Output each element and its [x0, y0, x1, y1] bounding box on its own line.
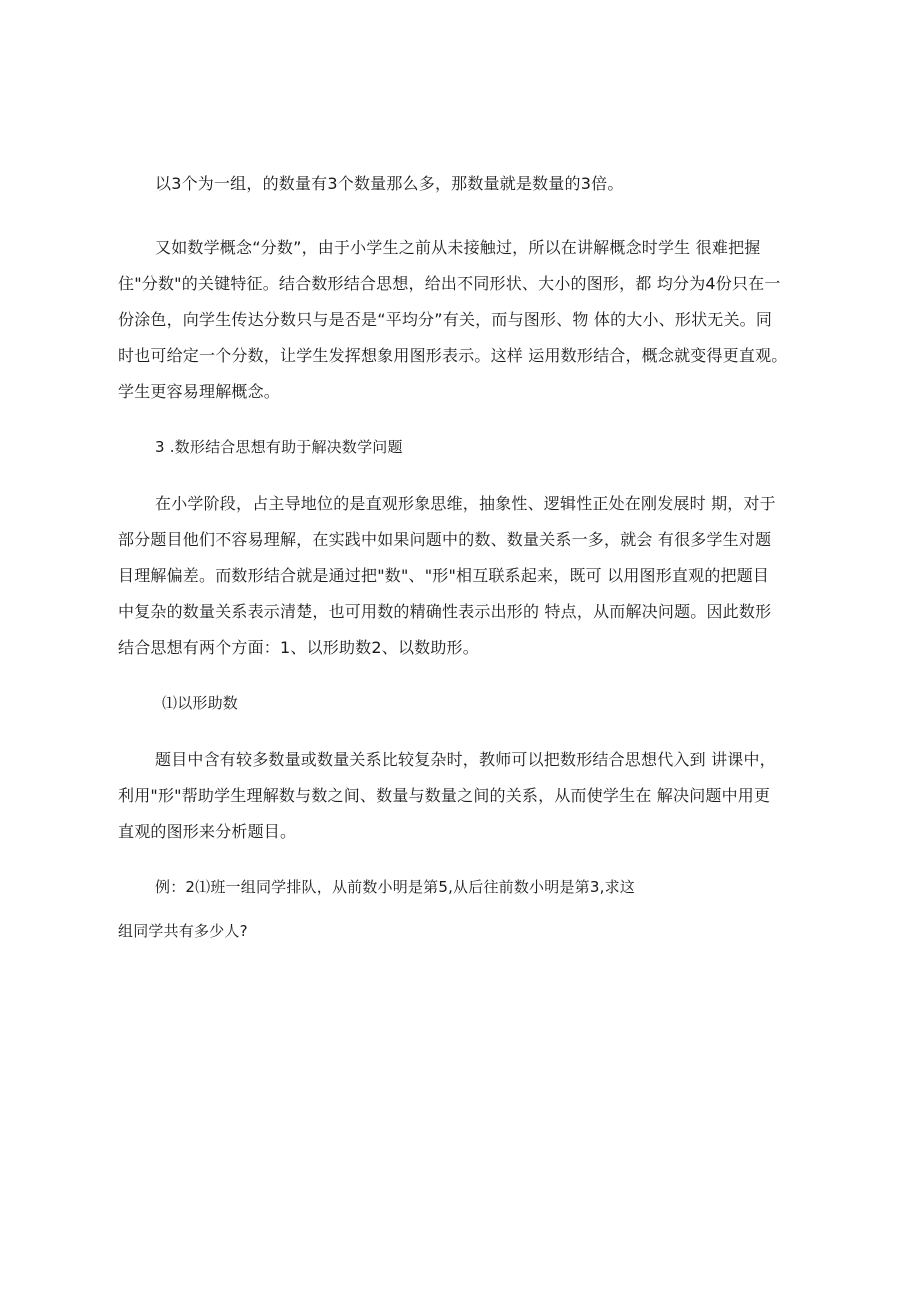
paragraph-line-9: 目理解偏差。而数形结合就是通过把"数"、"形"相互联系起来，既可 以用图形直观的把题目: [118, 566, 770, 585]
paragraph-line-5: 时也可给定一个分数，让学生发挥想象用图形表示。这样 运用数形结合，概念就变得更直观。: [118, 346, 788, 365]
paragraph-line-13: 利用"形"帮助学生理解数与数之间、数量与数量之间的关系，从而使学生在 解决问题中用更: [118, 786, 771, 805]
paragraph-line-11: 结合思想有两个方面：1、以形助数2、以数助形。: [118, 638, 479, 657]
paragraph-line-8: 部分题目他们不容易理解，在实践中如果问题中的数、数量关系一多，就会 有很多学生对题: [118, 530, 772, 549]
paragraph-line-10: 中复杂的数量关系表示清楚，也可用数的精确性表示出形的 特点，从而解决问题。因此数形: [118, 602, 772, 621]
paragraph-line-3: 住"分数"的关键特征。结合数形结合思想，给出不同形状、大小的图形，都 均分为4份只在一: [118, 274, 781, 293]
example-line-1: 例：2⑴班一组同学排队，从前数小明是第5,从后往前数小明是第3,求这: [155, 878, 635, 896]
paragraph-line-7: 在小学阶段，占主导地位的是直观形象思维，抽象性、逻辑性正处在刚发展时 期，对于: [155, 494, 776, 513]
section-heading: 3 .数形结合思想有助于解决数学问题: [155, 438, 403, 456]
paragraph-line-6: 学生更容易理解概念。: [118, 382, 281, 401]
subsection-heading: ⑴以形助数: [162, 694, 239, 712]
paragraph-line-2: 又如数学概念“分数”，由于小学生之前从未接触过，所以在讲解概念时学生 很难把握: [155, 238, 761, 257]
paragraph-line-14: 直观的图形来分析题目。: [118, 822, 297, 841]
example-line-2: 组同学共有多少人?: [118, 922, 248, 940]
paragraph-line-4: 份涂色，向学生传达分数只与是否是“平均分”有关，而与图形、物 体的大小、形状无关。同: [118, 310, 773, 329]
paragraph-line-1: 以3个为一组，的数量有3个数量那么多，那数量就是数量的3倍。: [155, 174, 624, 193]
paragraph-line-12: 题目中含有较多数量或数量关系比较复杂时，教师可以把数形结合思想代入到 讲课中，: [155, 750, 776, 769]
